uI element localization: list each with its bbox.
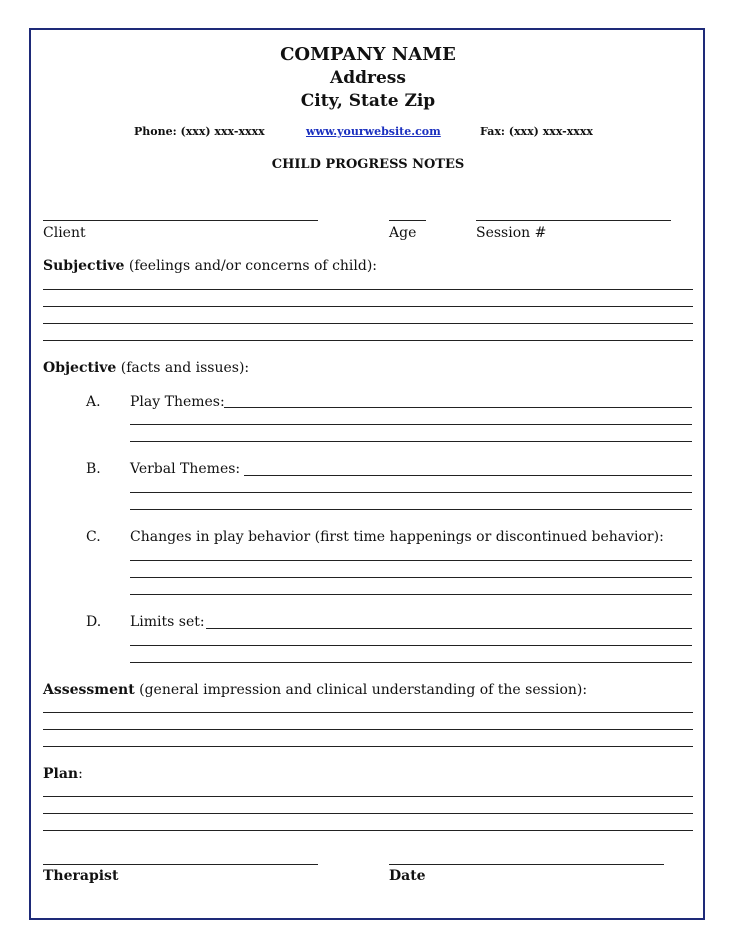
plan-desc: : [78,766,83,782]
plan-heading [43,766,83,782]
client-line[interactable] [43,220,318,221]
item-a-line[interactable] [130,424,692,425]
item-c-letter: C. [86,529,101,545]
company-name: COMPANY NAME [280,44,456,65]
assessment-line[interactable] [43,729,693,730]
item-b-line[interactable] [130,492,692,493]
therapist-signature-line[interactable] [43,864,318,865]
item-c-line[interactable] [130,577,692,578]
plan-line[interactable] [43,796,693,797]
subjective-desc: (feelings and/or concerns of child): [124,258,378,274]
item-a-letter: A. [86,394,101,410]
objective-desc: (facts and issues): [116,360,250,376]
assessment-line[interactable] [43,746,693,747]
item-c-text: Changes in play behavior (first time happenings or discontinued behavior): [130,529,664,545]
assessment-heading [43,682,587,698]
plan-label: Plan [43,766,79,782]
website-link[interactable]: www.yourwebsite.com [306,125,441,138]
form-title: CHILD PROGRESS NOTES [271,157,465,172]
item-d-line[interactable] [206,628,692,629]
item-d-text: Limits set: [130,614,205,630]
item-b-text: Verbal Themes: [130,461,241,477]
company-address: Address [330,68,406,88]
item-c-line[interactable] [130,560,692,561]
item-c-line[interactable] [130,594,692,595]
objective-heading [43,360,249,376]
fax-text: Fax: (xxx) xxx-xxxx [480,125,593,138]
company-city: City, State Zip [300,91,436,111]
item-b-letter: B. [86,461,101,477]
subjective-line[interactable] [43,289,693,290]
assessment-label: Assessment [43,682,135,698]
item-a-line[interactable] [224,407,692,408]
item-d-letter: D. [86,614,102,630]
item-b-line[interactable] [130,509,692,510]
objective-label: Objective [43,360,117,376]
plan-line[interactable] [43,830,693,831]
assessment-desc: (general impression and clinical understanding of the session): [134,682,588,698]
age-line[interactable] [389,220,426,221]
item-a-line[interactable] [130,441,692,442]
subjective-line[interactable] [43,340,693,341]
subjective-line[interactable] [43,323,693,324]
phone-text: Phone: (xxx) xxx-xxxx [134,125,265,138]
date-line[interactable] [389,864,664,865]
item-a-text: Play Themes: [130,394,225,410]
subjective-line[interactable] [43,306,693,307]
assessment-line[interactable] [43,712,693,713]
plan-line[interactable] [43,813,693,814]
item-d-line[interactable] [130,645,692,646]
client-label: Client [43,225,86,241]
subjective-heading [43,258,377,274]
age-label: Age [389,225,417,241]
session-line[interactable] [476,220,671,221]
subjective-label: Subjective [43,258,125,274]
session-label: Session # [476,225,547,241]
item-b-line[interactable] [244,475,692,476]
therapist-label: Therapist [43,868,119,884]
date-label: Date [389,868,426,884]
item-d-line[interactable] [130,662,692,663]
